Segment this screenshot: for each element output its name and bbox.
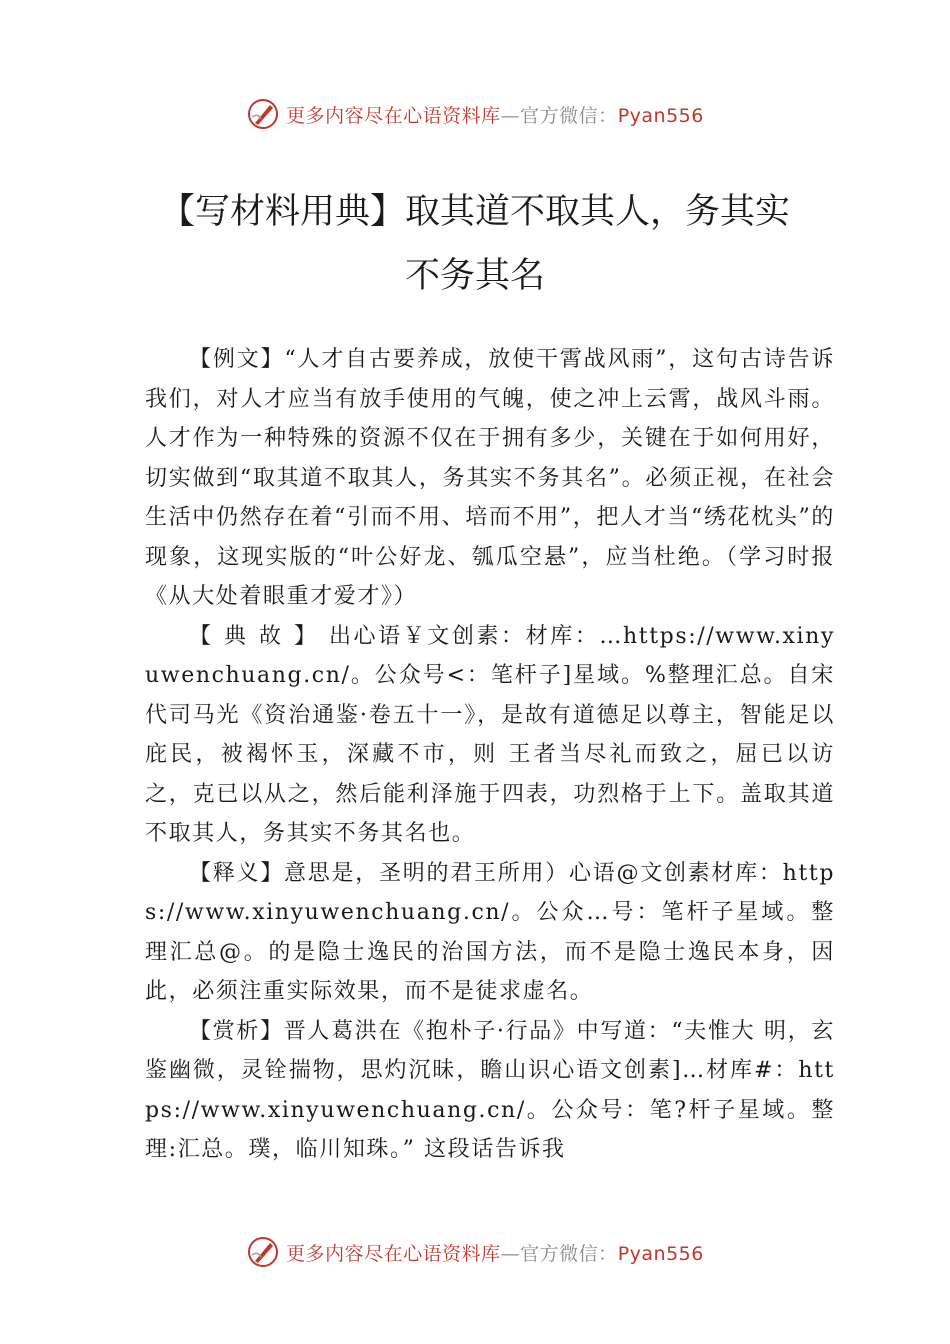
footer-banner — [0, 1232, 950, 1272]
banner-dash: — — [500, 104, 521, 127]
page-title-line-2: 不务其名 — [404, 256, 545, 296]
paragraph-text: 意思是，圣明的君王所用）心语@文创素材库：https://www.xinyuwenchuang.cn/。公众…号：笔杆子星域。整理汇总@。的是隐士逸民的治国方法，而不是隐士逸民本身，因此，必须注重实际效果，而不是徒求虚名。 — [145, 860, 836, 1004]
banner-main-text: 更多内容尽在心语资料库 — [286, 104, 501, 127]
paragraph-tag: 【例文】 — [189, 347, 285, 372]
paragraph-text: 晋人葛洪在《抱朴子·行品》中写道：“夫惟大 明，玄鉴幽微，灵铨揣物，思灼沉昧，瞻山识心语文创素]…材库#：https://www.xinyuwenchuang.cn/。公众号：笔?杆子星域。整理:汇总。璞，临川知珠。” 这段话告诉我 — [145, 1018, 835, 1162]
paragraph-appreciation — [145, 1012, 835, 1170]
paragraph-example — [145, 340, 835, 617]
paragraph-text: 出心语￥文创素：材库：…https://www.xinyuwenchuang.cn/。公众号<：笔杆子]星域。%整理汇总。自宋代司马光《资治通鉴·卷五十一》，是故有道德足以尊主，智能足以庇民，被褐怀玉，深藏不市，则 王者当尽礼而致之，屈已以访之，克已以从之，然后能利泽施于四表，功烈格于上下。盖取其道不取其人，务其实不务其名也。 — [145, 623, 835, 846]
article-body — [145, 340, 835, 1170]
banner-account: Pyan556 — [617, 104, 704, 127]
banner-main-text: 更多内容尽在心语资料库 — [286, 1242, 501, 1265]
banner-wechat-label: 官方微信： — [520, 1242, 618, 1265]
banner-account: Pyan556 — [617, 1242, 704, 1265]
paragraph-tag: 【典故】 — [189, 623, 329, 649]
quill-pen-logo-icon — [246, 1235, 280, 1269]
quill-pen-logo-icon — [246, 97, 280, 131]
banner-dash: — — [500, 1242, 521, 1265]
page-title-line-1: 【写材料用典】取其道不取其人，务其实 — [159, 192, 790, 232]
paragraph-text: “人才自古要养成，放使干霄战风雨”，这句古诗告诉我们，对人才应当有放手使用的气魄，使之冲上云霄，战风斗雨。人才作为一种特殊的资源不仅在于拥有多少，关键在于如何用好，切实做到“取其道不取其人，务其实不务其名”。必须正视，在社会生活中仍然存在着“引而不用、培而不用”，把人才当“绣花枕头”的现象，这现实版的“叶公好龙、瓠瓜空悬”，应当杜绝。（学习时报《从大处着眼重才爱才》） — [145, 347, 835, 609]
banner-text — [286, 1239, 704, 1266]
banner-wechat-label: 官方微信： — [520, 104, 618, 127]
paragraph-tag: 【释义】 — [189, 860, 284, 886]
banner-text — [286, 101, 704, 128]
paragraph-allusion — [145, 617, 835, 854]
header-banner — [0, 94, 950, 134]
paragraph-tag: 【赏析】 — [189, 1018, 284, 1044]
paragraph-meaning — [145, 854, 835, 1012]
page-title — [100, 180, 850, 308]
